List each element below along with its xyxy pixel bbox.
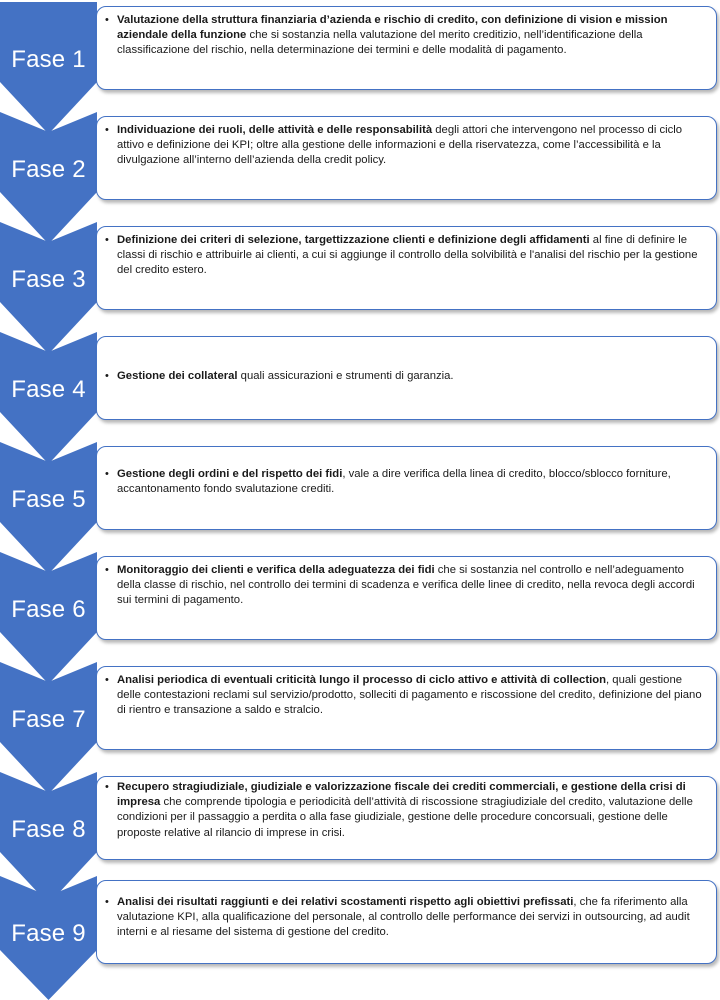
phase-label: Fase 7 [11, 706, 86, 733]
bullet-icon: • [105, 896, 109, 908]
phase-label: Fase 9 [11, 920, 86, 947]
phase-label: Fase 4 [11, 376, 86, 403]
phase-7 [0, 662, 720, 762]
bullet-icon: • [105, 234, 109, 246]
phase-1 [0, 2, 720, 102]
phase-2 [0, 112, 720, 212]
phase-heading: Individuazione dei ruoli, delle attività e delle responsabilità [117, 124, 433, 136]
bullet-icon: • [105, 468, 109, 480]
phase-text: quali assicurazioni e strumenti di garanzia. [237, 370, 454, 382]
phase-description-box [96, 446, 717, 530]
phase-5 [0, 442, 720, 542]
phase-description-box [96, 556, 717, 640]
phase-heading: Valutazione della struttura finanziaria d’azienda e rischio di credito, con definizione di vision e mission aziendale della funzione [117, 14, 668, 42]
phase-heading: Analisi dei risultati raggiunti e dei relativi scostamenti rispetto agli obiettivi prefissati [117, 896, 574, 908]
phase-text: , che fa riferimento alla valutazione KPI, alla qualificazione del personale, al controllo delle performance dei servizi in outsourcing, ad audit interni e al riesame del sistema di gestione del credito. [117, 896, 690, 939]
phase-text: che si sostanzia nella valutazione del merito creditizio, nell’identificazione della classificazione del rischio, nella determinazione dei termini e delle modalità di pagamento. [117, 29, 643, 57]
phase-label: Fase 6 [11, 596, 86, 623]
phase-heading: Monitoraggio dei clienti e verifica della adeguatezza dei fidi [117, 564, 435, 576]
phase-description-box [96, 6, 717, 90]
phase-label: Fase 8 [11, 816, 86, 843]
phase-heading: Gestione dei collateral [117, 370, 238, 382]
phase-label: Fase 1 [11, 46, 86, 73]
phase-text: che si sostanzia nel controllo e nell’adeguamento della classe di rischio, nel controllo dei termini di scadenza e verifica delle linee di credito, nella revoca degli accordi sui termini di pagamento. [117, 564, 695, 607]
phase-heading: Analisi periodica di eventuali criticità lungo il processo di ciclo attivo e attività di collection [117, 674, 607, 686]
phase-label: Fase 5 [11, 486, 86, 513]
phase-description-box [96, 226, 717, 310]
phase-4 [0, 332, 720, 432]
phase-heading: Gestione degli ordini e del rispetto dei fidi [117, 468, 343, 480]
phase-text: , quali gestione delle contestazioni reclami sul servizio/prodotto, solleciti di pagamento e riscossione del credito, definizione del piano di rientro e transazione a saldo e stralcio. [117, 674, 702, 717]
bullet-icon: • [105, 370, 109, 382]
phase-text: , vale a dire verifica della linea di credito, blocco/sblocco forniture, accantonamento fondo svalutazione crediti. [117, 468, 671, 496]
phase-8 [0, 772, 720, 872]
phase-text: al fine di definire le classi di rischio e attribuirle ai clienti, a cui si aggiunge il controllo della solvibilità e l'analisi del rischio per la gestione del credito estero. [117, 234, 698, 277]
phase-description-box [96, 336, 717, 420]
bullet-icon: • [105, 674, 109, 686]
phase-heading: Recupero stragiudiziale, giudiziale e valorizzazione fiscale dei crediti commerciali, e gestione della crisi di impresa [117, 781, 686, 809]
phase-heading: Definizione dei criteri di selezione, targettizzazione clienti e definizione degli affidamenti [117, 234, 590, 246]
bullet-icon: • [105, 14, 109, 26]
bullet-icon: • [105, 781, 109, 793]
phase-3 [0, 222, 720, 322]
bullet-icon: • [105, 124, 109, 136]
phase-description-box [96, 116, 717, 200]
phase-text: degli attori che intervengono nel processo di ciclo attivo e definizione dei KPI; oltre alla gestione delle informazioni e della riservatezza, come l’accessibilità e la divulgazione all’interno dell’azienda della credit policy. [117, 124, 683, 167]
phase-description-box [96, 776, 717, 860]
bullet-icon: • [105, 564, 109, 576]
phase-6 [0, 552, 720, 652]
phase-label: Fase 2 [11, 156, 86, 183]
phase-label: Fase 3 [11, 266, 86, 293]
phase-description-box [96, 880, 717, 964]
phase-9 [0, 876, 720, 976]
phase-description-box [96, 666, 717, 750]
phase-text: che comprende tipologia e periodicità dell’attività di riscossione stragiudiziale del credito, valutazione delle condizioni per il passaggio a perdita o alla fase giudiziale, gestione delle procedure concorsuali, gestione delle proposte relative al rilancio di imprese in crisi. [117, 796, 693, 839]
